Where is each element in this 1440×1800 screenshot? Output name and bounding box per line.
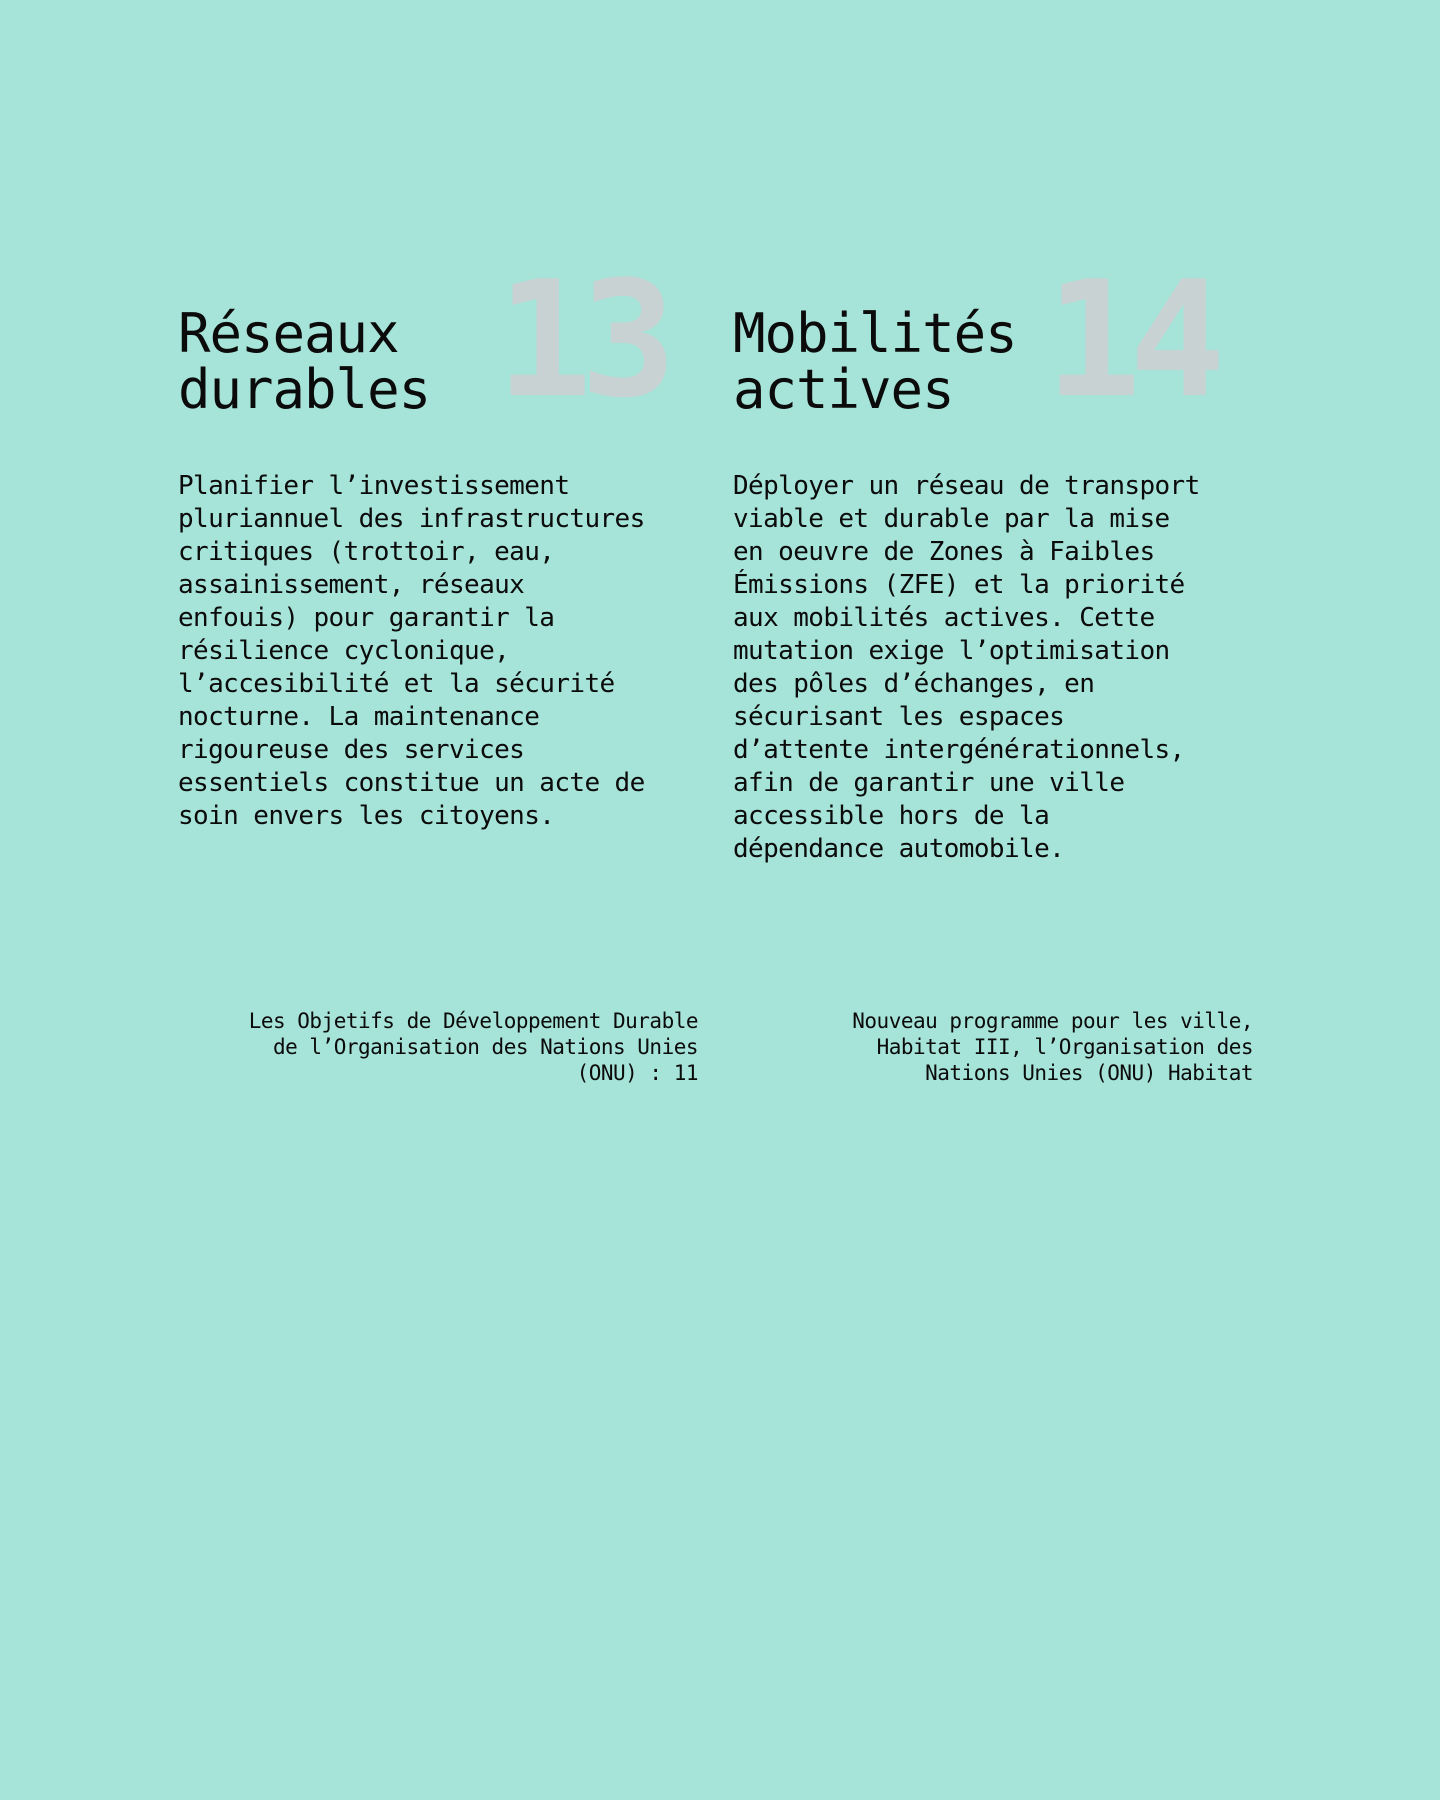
body-line: rigoureuse des services xyxy=(178,735,525,765)
reference-line: de l’Organisation des Nations Unies xyxy=(272,1035,698,1059)
section-14-reference xyxy=(733,1008,1253,1086)
title-line: Réseaux xyxy=(178,302,399,365)
body-line: en oeuvre de Zones à Faibles xyxy=(733,537,1155,567)
section-heading xyxy=(733,246,1263,433)
reference-line: Nations Unies (ONU) Habitat xyxy=(925,1061,1253,1085)
section-title xyxy=(733,302,1017,421)
body-line: accessible hors de la xyxy=(733,801,1050,831)
section-13-reference xyxy=(178,1008,698,1086)
body-line: critiques (trottoir, eau, xyxy=(178,537,555,567)
body-line: essentiels constitue un acte de xyxy=(178,768,645,798)
body-line: pluriannuel des infrastructures xyxy=(178,504,645,534)
body-line: soin envers les citoyens. xyxy=(178,801,555,831)
reference-line: Nouveau programme pour les ville, xyxy=(852,1009,1253,1033)
section-body xyxy=(178,470,708,833)
body-line: dépendance automobile. xyxy=(733,834,1065,864)
body-line: Déployer un réseau de transport xyxy=(733,471,1200,501)
body-line: enfouis) pour garantir la xyxy=(178,603,555,633)
body-line: l’accesibilité et la sécurité xyxy=(178,669,615,699)
reference-line: Les Objetifs de Développement Durable xyxy=(248,1009,698,1033)
section-number: 13 xyxy=(496,246,665,433)
body-line: résilience cyclonique, xyxy=(178,636,510,666)
body-line: assainissement, réseaux xyxy=(178,570,525,600)
section-number: 14 xyxy=(1045,246,1214,433)
body-line: aux mobilités actives. Cette xyxy=(733,603,1155,633)
body-line: nocturne. La maintenance xyxy=(178,702,540,732)
body-line: afin de garantir une ville xyxy=(733,768,1125,798)
reference-line: (ONU) : 11 xyxy=(576,1061,698,1085)
body-line: viable et durable par la mise xyxy=(733,504,1170,534)
body-line: des pôles d’échanges, en xyxy=(733,669,1095,699)
title-line: Mobilités xyxy=(733,302,1017,365)
reference-line: Habitat III, l’Organisation des xyxy=(876,1035,1253,1059)
title-line: actives xyxy=(733,358,954,421)
body-line: Émissions (ZFE) et la priorité xyxy=(733,570,1185,600)
title-line: durables xyxy=(178,358,431,421)
section-14 xyxy=(733,246,1263,866)
section-13 xyxy=(178,246,708,833)
body-line: Planifier l’investissement xyxy=(178,471,570,501)
section-body xyxy=(733,470,1263,866)
body-line: sécurisant les espaces xyxy=(733,702,1065,732)
section-title xyxy=(178,302,431,421)
body-line: mutation exige l’optimisation xyxy=(733,636,1170,666)
body-line: d’attente intergénérationnels, xyxy=(733,735,1185,765)
section-heading xyxy=(178,246,708,433)
